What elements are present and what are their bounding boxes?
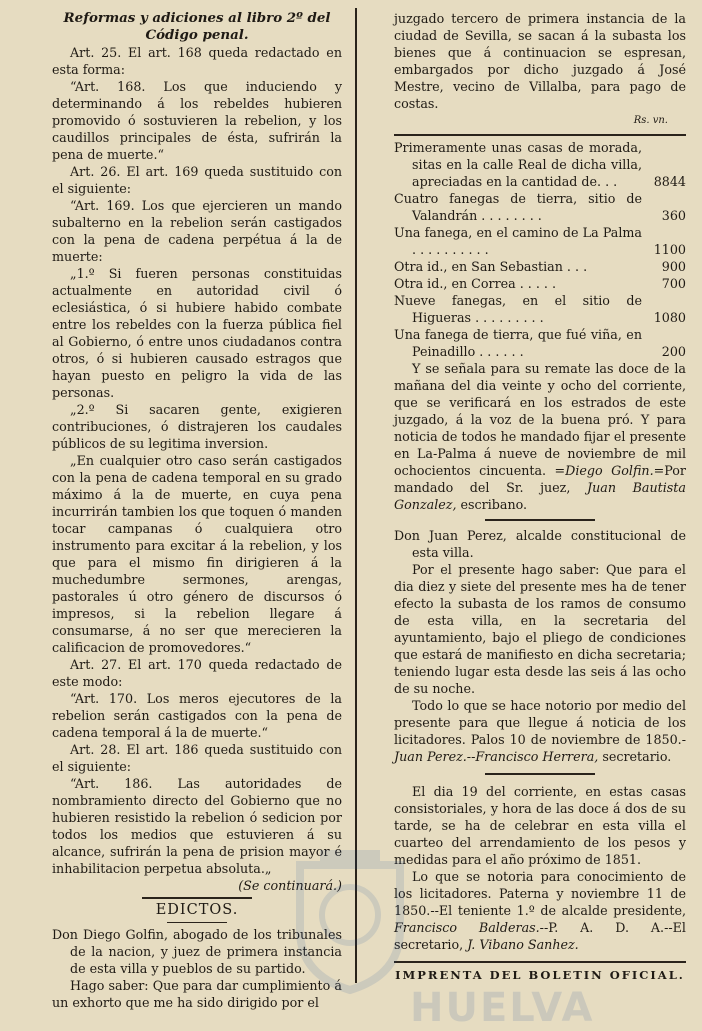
auction-notice-text: Y se señala para su remate las doce de la mañana del dia veinte y ocho del corriente, que se verificará en los estrados de este juzgado, á la voz de la buena pró. Y para noticia de todos he mandado fijar el presente en La-Palma á nueve de noviembre de mil ochocientos cincuenta.: [394, 361, 686, 478]
asset-description: Primeramente unas casas de morada, sitas en la calle Real de dicha villa, apreciadas en la cantidad de. . .: [394, 140, 642, 189]
section-heading: Reformas y adiciones al libro 2º del Código penal.: [63, 10, 331, 43]
asset-description: Nueve fanegas, en el sitio de Higueras . . . . . . . . .: [394, 293, 642, 325]
continuation-note: (Se continuará.): [238, 878, 342, 893]
art26-intro: Art. 26. El art. 169 queda sustituido con el siguiente:: [52, 164, 342, 196]
asset-value: 360: [661, 208, 686, 223]
signature-gonzalez: Juan Bautista Gonzalez,: [394, 480, 686, 512]
cuarteo-notice: El dia 19 del corriente, en estas casas consistoriales, y hora de las doce á dos de su tarde, se ha de celebrar en esta villa el cuarteo del arrendamiento de los pesos y medidas para el año próximo de 1851.: [394, 784, 686, 867]
watermark-text: HUELVA: [410, 985, 595, 1031]
asset-value: 8844: [653, 174, 686, 189]
perez-intro: Don Juan Perez, alcalde constitucional de esta villa.: [394, 528, 686, 560]
divider-rule: [485, 773, 595, 775]
hago-saber-text: Hago saber: Que para dar cumplimiento á un exhorto que me ha sido dirigido por el: [52, 978, 342, 1010]
art168-text: “Art. 168. Los que induciendo y determinando á los rebeldes hubieren promovido ó sostuvieren la rebelion, y los caudillos principales de ésta, sufrirán la pena de muerte.“: [52, 79, 342, 162]
asset-list: [394, 139, 686, 360]
list-item: [394, 139, 686, 190]
asset-value: 700: [661, 276, 686, 291]
asset-description: Una fanega de tierra, que fué viña, en Peinadillo . . . . . .: [394, 327, 642, 359]
art170-text: “Art. 170. Los meros ejecutores de la rebelion serán castigados con la pena de cadena temporal á la de muerte.“: [52, 691, 342, 740]
art169-clause-2: „2.º Si sacaren gente, exigieren contribuciones, ó distrajeren los caudales públicos de su legitima inversion.: [52, 402, 342, 451]
printer-footer: IMPRENTA DEL BOLETIN OFICIAL.: [395, 968, 685, 982]
auction-notice: [394, 360, 686, 513]
list-item: [394, 190, 686, 224]
asset-value: 1100: [653, 242, 686, 257]
edict-continuation: juzgado tercero de primera instancia de la ciudad de Sevilla, se sacan á la subasta los bienes que á continuacion se espresan, embargados por dicho juzgado á José Mestre, vecino de Villalba, para pago de costas.: [394, 11, 686, 111]
perez-notice: [394, 697, 686, 765]
edictos-heading: EDICTOS.: [155, 902, 239, 918]
by-order-text: =Por mandado del Sr. juez,: [394, 463, 686, 495]
art28-intro: Art. 28. El art. 186 queda sustituido con el siguiente:: [52, 742, 342, 774]
asset-value: 1080: [653, 310, 686, 325]
art27-intro: Art. 27. El art. 170 queda redactado de este modo:: [52, 657, 342, 689]
asset-description: Otra id., en Correa . . . . .: [394, 276, 557, 291]
list-item: [394, 258, 686, 275]
divider-rule: [394, 961, 686, 963]
art25-intro: Art. 25. El art. 168 queda redactado en esta forma:: [52, 45, 342, 77]
art169-clause-3: „En cualquier otro caso serán castigados con la pena de cadena temporal en su grado máximo á la de muerte, en cuya pena incurrirán tambien los que toquen ó manden tocar campanas ó cualquiera otro instrumento para excitar á la rebelion, y los que para el mismo fin dirigieren á la muchedumbre sermones, arengas, pastorales ú otro género de discursos ó impresos, si la rebelion llegare á consumarse, á no ser que merecieren la calificacion de promovedores.“: [52, 453, 342, 655]
asset-value: 200: [661, 344, 686, 359]
paterna-notice-text: Lo que se notoria para conocimiento de los licitadores. Paterna y noviembre 11 de 1850.--El teniente 1.º de alcalde presidente,: [394, 869, 686, 918]
list-item: [394, 326, 686, 360]
art186-text: “Art. 186. Las autoridades de nombramiento directo del Gobierno que no hubieren resistido la rebelion ó sedicion por todos los medios que estuvieren á su alcance, sufrirán la pena de prision mayor é inhabilitacion perpetua absoluta.„: [52, 776, 342, 876]
perez-body: Por el presente hago saber: Que para el dia diez y siete del presente mes ha de tener efecto la subasta de los ramos de consumo de esta villa, en la secretaria del ayuntamiento, bajo el pliego de condiciones que estará de manifiesto en dicha secretaria; teniendo lugar esta desde las seis á las ocho de su noche.: [394, 562, 686, 696]
signature-golfin: =Diego Golfin.: [554, 463, 654, 478]
role-escribano: escribano.: [460, 497, 528, 512]
paterna-notice: [394, 868, 686, 953]
role-secretario: secretario.: [602, 749, 672, 764]
asset-description: Otra id., en San Sebastian . . .: [394, 259, 588, 274]
asset-description: Cuatro fanegas de tierra, sitio de Valandrán . . . . . . . .: [394, 191, 642, 223]
art169-clause-1: „1.º Si fueren personas constituidas actualmente en autoridad civil ó eclesiástica, ó si hubiere habido combate entre los rebeldes con la fuerza pública fiel al Gobierno, ó entre unos ciudadanos contra otros, ó si hubieren causado estragos que hayan puesto en peligro la vida de las personas.: [52, 266, 342, 400]
asset-description: Una fanega, en el camino de La Palma . . . . . . . . . .: [394, 225, 642, 257]
signature-perez: Juan Perez.--Francisco Herrera,: [394, 749, 599, 764]
signature-balderas: Francisco Balderas.: [394, 920, 540, 935]
perez-notice-text: Todo lo que se hace notorio por medio del presente para que llegue á noticia de los licitadores. Palos 10 de noviembre de 1850.-: [394, 698, 686, 747]
golfin-intro: Don Diego Golfin, abogado de los tribunales de la nacion, y juez de primera instancia de esta villa y pueblos de su partido.: [52, 927, 342, 976]
art169-text: “Art. 169. Los que ejercieren un mando subalterno en la rebelion serán castigados con la pena de cadena perpétua á la de muerte:: [52, 198, 342, 264]
divider-rule: [142, 897, 252, 899]
list-item: [394, 275, 686, 292]
divider-rule: [167, 922, 227, 923]
asset-value: 900: [661, 259, 686, 274]
divider-rule: [394, 134, 686, 136]
column-divider: [355, 8, 357, 983]
pad-text: --P. A. D. A.--El secretario,: [394, 920, 686, 952]
right-column: [394, 10, 686, 996]
crest-watermark-icon: [285, 845, 415, 995]
currency-label: Rs. vn.: [633, 115, 668, 126]
signature-vibano: J. Vibano Sanhez.: [467, 937, 579, 952]
list-item: [394, 292, 686, 326]
list-item: [394, 224, 686, 258]
divider-rule: [485, 519, 595, 521]
